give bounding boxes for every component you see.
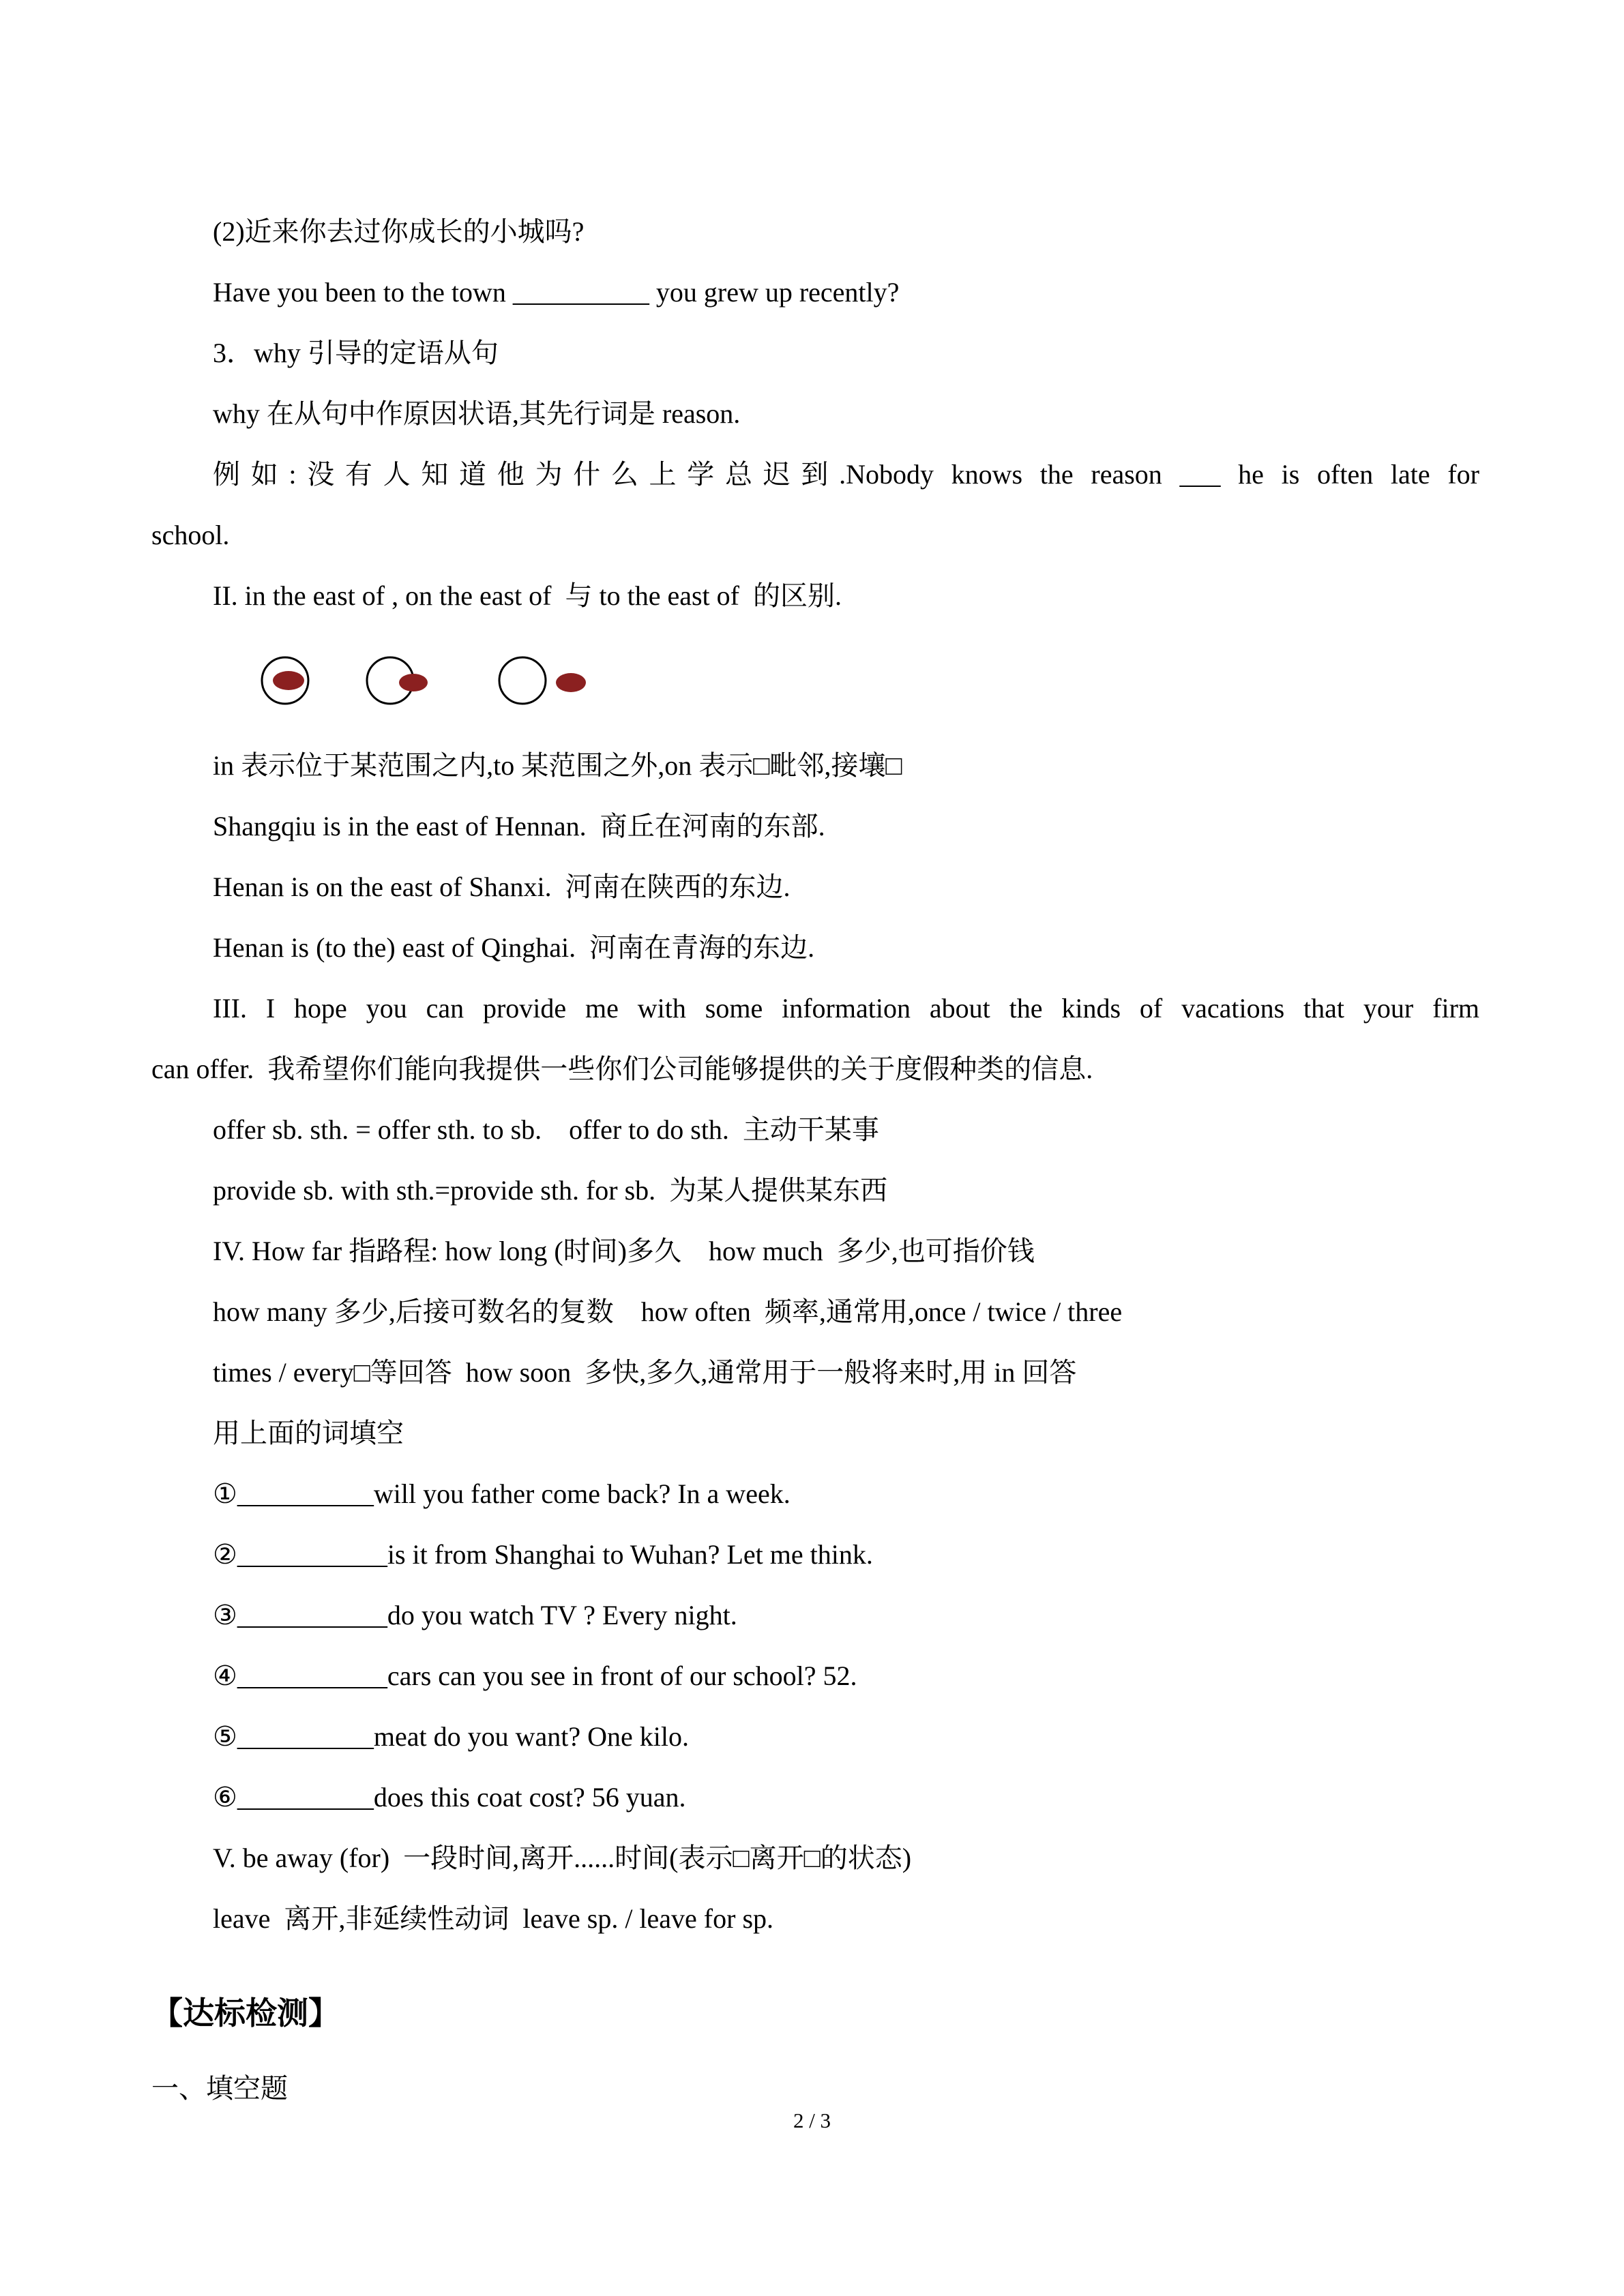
outside-region-diagram-icon — [494, 640, 617, 721]
doc-line-section-v: V. be away (for) 一段时间,离开......时间(表示□离开□的状态) — [213, 1843, 912, 1873]
doc-line-justified: 例如:没有人知道他为什么上学总迟到.Nobody knows the reason ___ he is often late for — [213, 459, 1479, 490]
doc-line: why 在从句中作原因状语,其先行词是 reason. — [213, 398, 741, 429]
doc-line: times / every□等回答 how soon 多快,多久,通常用于一般将来时,用 in 回答 — [213, 1357, 1077, 1388]
doc-line-fill-blank: Have you been to the town __________ you grew up recently? — [213, 277, 900, 308]
doc-line: offer sb. sth. = offer sth. to sb. offer to do sth. 主动干某事 — [213, 1114, 879, 1145]
on-border-diagram-icon — [357, 640, 460, 721]
doc-line-section-iii: III. I hope you can provide me with some information about the kinds of vacations that your firm — [213, 993, 1479, 1024]
subsection-title: 一、填空题 — [151, 2073, 288, 2104]
doc-line-exercise-1: ①__________will you father come back? In a week. — [213, 1478, 791, 1509]
doc-line-continuation: can offer. 我希望你们能向我提供一些你们公司能够提供的关于度假种类的信息. — [151, 1054, 1093, 1084]
east-of-diagrams — [151, 626, 1479, 735]
doc-line: leave 离开,非延续性动词 leave sp. / leave for sp. — [213, 1903, 774, 1934]
doc-line-exercise-4: ④___________cars can you see in front of our school? 52. — [213, 1660, 857, 1691]
page-number: 2 / 3 — [793, 2108, 831, 2132]
doc-line-exercise-5: ⑤__________meat do you want? One kilo. — [213, 1721, 689, 1752]
doc-line-example: Henan is (to the) east of Qinghai. 河南在青海的东边. — [213, 932, 815, 963]
doc-line-exercise-2: ②___________is it from Shanghai to Wuhan? Let me think. — [213, 1539, 873, 1570]
doc-line-instruction: 用上面的词填空 — [213, 1418, 404, 1448]
doc-line-section-iv: IV. How far 指路程: how long (时间)多久 how much 多少,也可指价钱 — [213, 1236, 1035, 1266]
in-region-diagram-icon — [247, 640, 323, 721]
doc-line: provide sb. with sth.=provide sth. for sb. 为某人提供某东西 — [213, 1175, 888, 1206]
doc-line: 3．why 引导的定语从句 — [213, 338, 499, 368]
doc-line-continuation: school. — [151, 520, 230, 550]
document-body — [151, 201, 1479, 2119]
doc-line-exercise-6: ⑥__________does this coat cost? 56 yuan. — [213, 1782, 686, 1813]
doc-line: (2)近来你去过你成长的小城吗? — [213, 216, 585, 247]
section-heading: 【达标检测】 — [151, 1996, 340, 2031]
doc-line-section-ii: II. in the east of , on the east of 与 to the east of 的区别. — [213, 580, 842, 611]
doc-line: in 表示位于某范围之内,to 某范围之外,on 表示□毗邻,接壤□ — [213, 750, 902, 781]
doc-line-example: Henan is on the east of Shanxi. 河南在陕西的东边. — [213, 871, 791, 902]
doc-line-example: Shangqiu is in the east of Hennan. 商丘在河南的东部. — [213, 811, 825, 841]
doc-line-exercise-3: ③___________do you watch TV ? Every night. — [213, 1600, 737, 1630]
doc-line: how many 多少,后接可数名的复数 how often 频率,通常用,once / twice / three — [213, 1296, 1123, 1327]
